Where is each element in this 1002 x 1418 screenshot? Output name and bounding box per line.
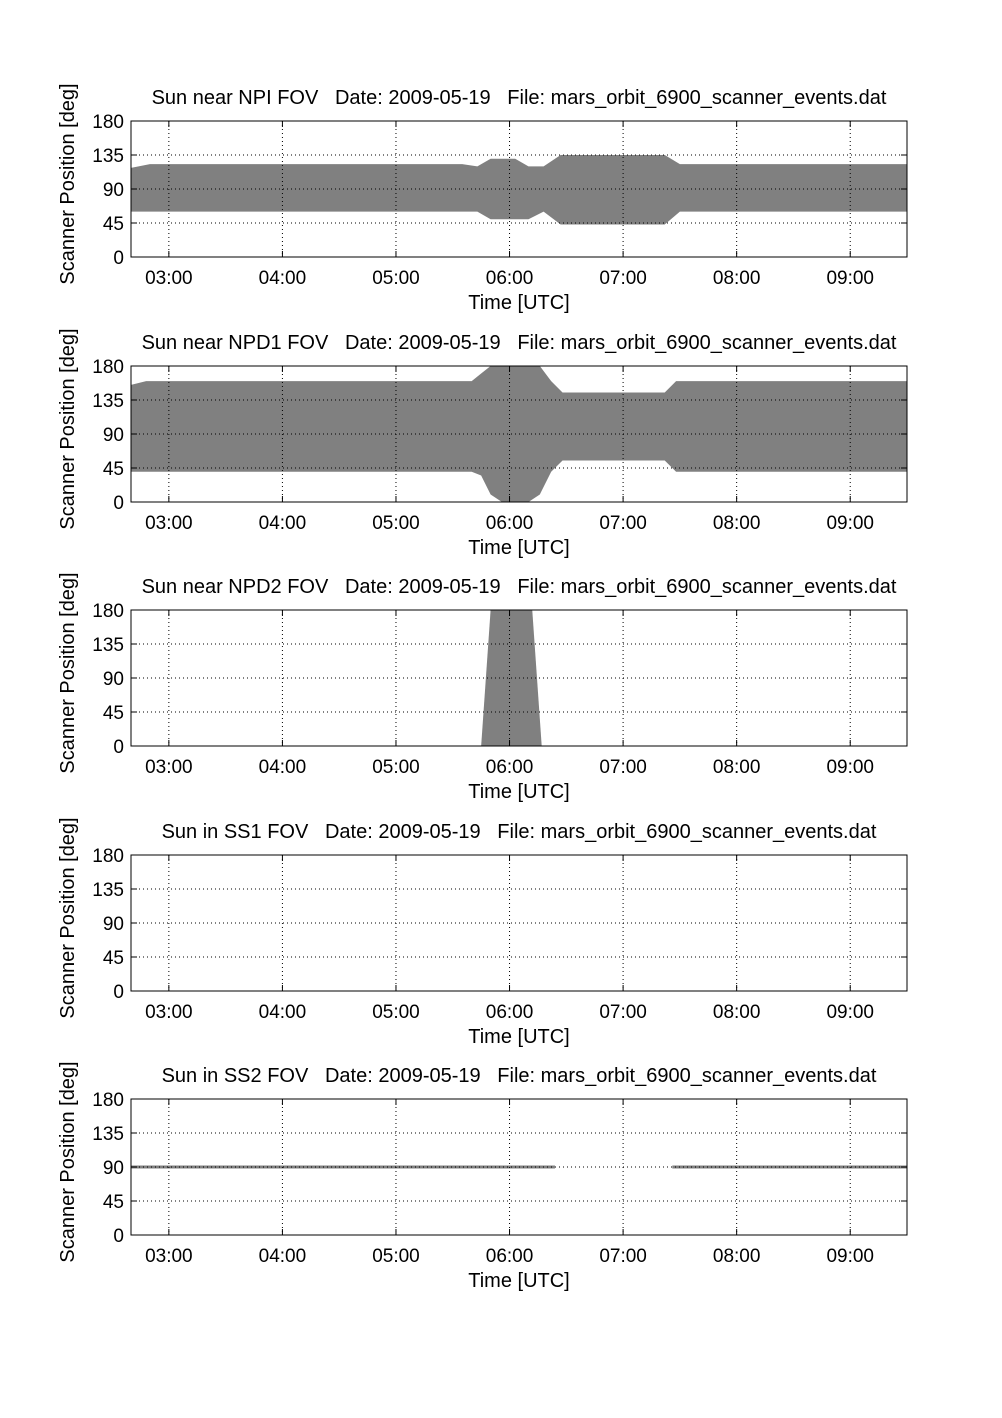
chart-title: Sun near NPD1 FOV Date: 2009-05-19 File: mars_orbit_6900_scanner_events.dat [141,332,897,354]
chart-title: Sun in SS1 FOV Date: 2009-05-19 File: mars_orbit_6900_scanner_events.dat [161,821,877,843]
x-tick-label: 07:00 [599,1246,647,1267]
y-tick-label: 0 [113,737,124,758]
x-tick-label: 03:00 [145,1002,193,1023]
y-axis-label: Scanner Position [deg] [57,83,79,285]
x-tick-label: 08:00 [712,513,761,534]
x-tick-label: 06:00 [485,1002,534,1023]
x-tick-label: 09:00 [826,513,874,534]
chart-title: Sun near NPD2 FOV Date: 2009-05-19 File: mars_orbit_6900_scanner_events.dat [141,576,897,598]
y-tick-label: 45 [102,703,124,724]
x-axis-label: Time [UTC] [468,1026,570,1048]
x-tick-label: 08:00 [712,1002,761,1023]
x-tick-label: 08:00 [712,268,761,289]
x-axis-label: Time [UTC] [468,781,570,803]
y-tick-label: 90 [102,914,124,935]
x-tick-label: 05:00 [372,1002,420,1023]
chart-panel-2 [57,328,907,559]
y-tick-label: 0 [113,1226,124,1247]
y-tick-label: 45 [102,1192,124,1213]
y-tick-label: 180 [92,601,124,622]
y-axis-label: Scanner Position [deg] [57,328,79,530]
x-tick-label: 09:00 [826,1002,874,1023]
x-tick-label: 03:00 [145,513,193,534]
x-tick-label: 07:00 [599,757,647,778]
x-tick-label: 05:00 [372,757,420,778]
y-tick-label: 45 [102,214,124,235]
chart-title: Sun near NPI FOV Date: 2009-05-19 File: mars_orbit_6900_scanner_events.dat [151,87,887,109]
x-axis-label: Time [UTC] [468,1270,570,1292]
x-tick-label: 06:00 [485,268,534,289]
chart-panel-4 [57,817,907,1048]
x-tick-label: 03:00 [145,1246,193,1267]
x-axis-label: Time [UTC] [468,292,570,314]
y-tick-label: 90 [102,1158,124,1179]
x-tick-label: 05:00 [372,513,420,534]
y-tick-label: 135 [92,391,124,412]
x-tick-label: 06:00 [485,1246,534,1267]
x-tick-label: 09:00 [826,268,874,289]
y-tick-label: 135 [92,1124,124,1145]
x-tick-label: 05:00 [372,268,420,289]
x-tick-label: 05:00 [372,1246,420,1267]
y-tick-label: 180 [92,357,124,378]
x-tick-label: 09:00 [826,757,874,778]
y-tick-label: 45 [102,948,124,969]
x-axis-label: Time [UTC] [468,537,570,559]
y-tick-label: 135 [92,880,124,901]
x-tick-label: 04:00 [258,757,307,778]
y-tick-label: 90 [102,669,124,690]
x-tick-label: 06:00 [485,513,534,534]
x-tick-label: 03:00 [145,268,193,289]
y-tick-label: 135 [92,635,124,656]
x-tick-label: 07:00 [599,268,647,289]
chart-title: Sun in SS2 FOV Date: 2009-05-19 File: mars_orbit_6900_scanner_events.dat [161,1065,877,1087]
y-tick-label: 180 [92,1090,124,1111]
y-tick-label: 0 [113,248,124,269]
x-tick-label: 09:00 [826,1246,874,1267]
y-tick-label: 90 [102,425,124,446]
chart-panel-1 [57,83,907,314]
y-tick-label: 135 [92,146,124,167]
chart-panel-3 [57,572,907,803]
y-tick-label: 90 [102,180,124,201]
y-tick-label: 45 [102,459,124,480]
x-tick-label: 04:00 [258,1002,307,1023]
x-tick-label: 03:00 [145,757,193,778]
x-tick-label: 04:00 [258,268,307,289]
x-tick-label: 04:00 [258,1246,307,1267]
x-tick-label: 06:00 [485,757,534,778]
y-axis-label: Scanner Position [deg] [57,572,79,774]
y-axis-label: Scanner Position [deg] [57,817,79,1019]
x-tick-label: 07:00 [599,1002,647,1023]
x-tick-label: 07:00 [599,513,647,534]
chart-panel-5 [57,1061,907,1292]
y-tick-label: 180 [92,846,124,867]
y-axis-label: Scanner Position [deg] [57,1061,79,1263]
y-tick-label: 0 [113,982,124,1003]
x-tick-label: 08:00 [712,757,761,778]
x-tick-label: 04:00 [258,513,307,534]
x-tick-label: 08:00 [712,1246,761,1267]
y-tick-label: 180 [92,112,124,133]
y-tick-label: 0 [113,493,124,514]
